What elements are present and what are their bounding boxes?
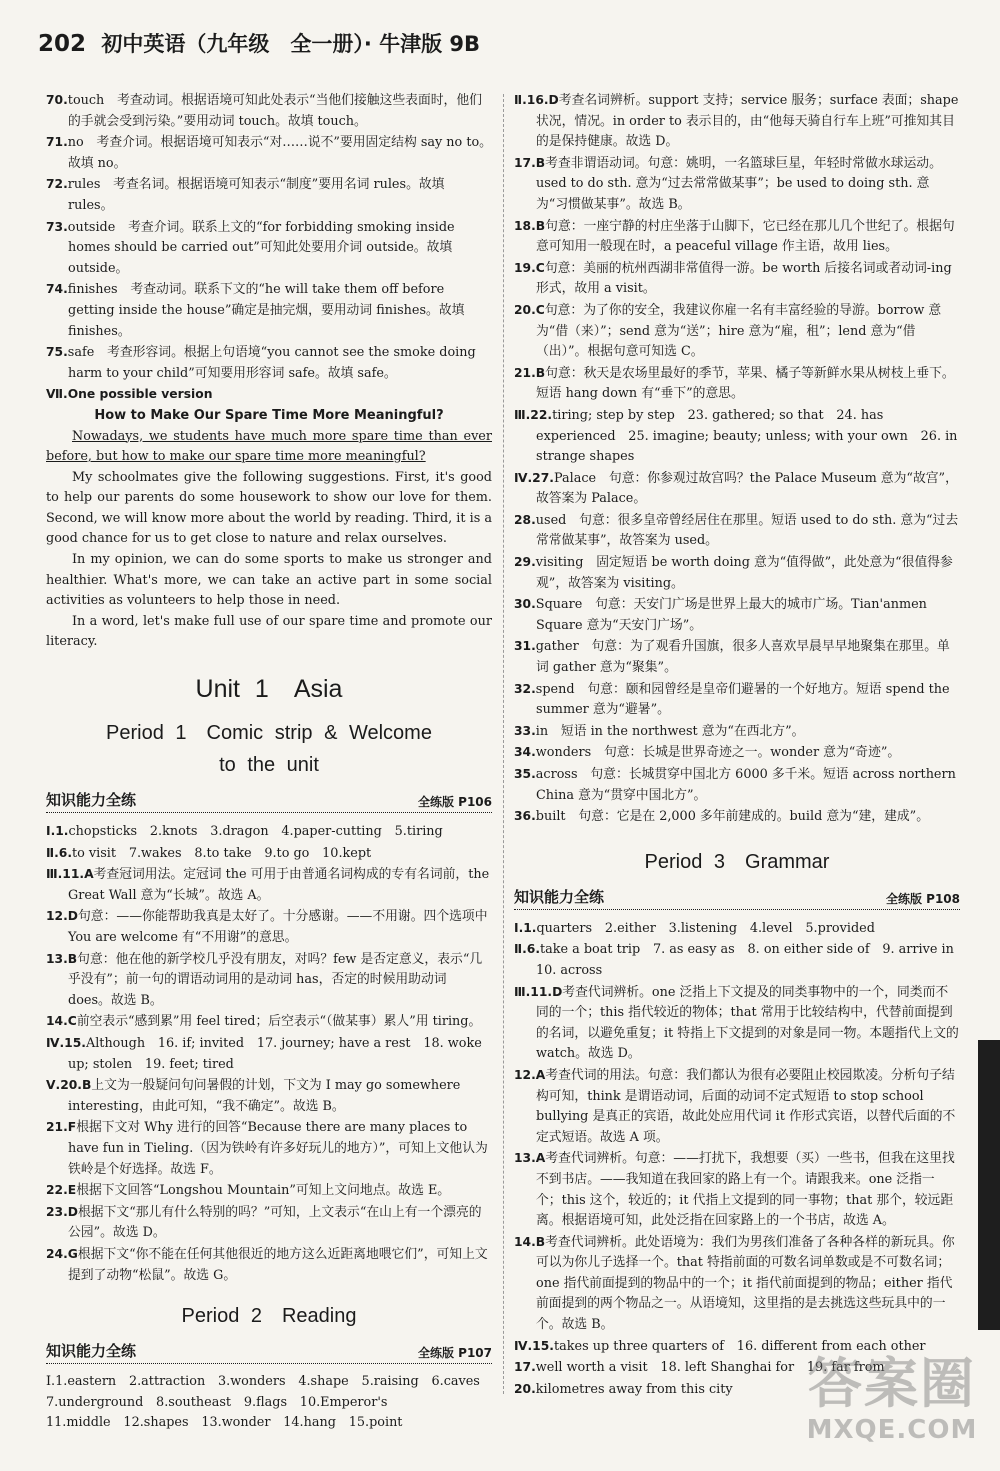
answer-text: across 句意：长城贯穿中国北方 6000 多千米。短语 across northern China 意为“贯穿中国北方”。 bbox=[535, 767, 956, 803]
answer-text: in 短语 in the northwest 意为“在西北方”。 bbox=[535, 723, 805, 739]
answer-item bbox=[514, 939, 967, 981]
answer-text: 根据下文“那儿有什么特别的吗？”可知，上文表示“在山上有一个漂亮的公园”。故选 D。 bbox=[68, 1204, 482, 1241]
answer-text: built 句意：它是在 2,000 多年前建成的。build 意为“建，建成”。 bbox=[535, 809, 930, 825]
answer-text: rules 考查名词。根据语境可知表示“制度”要用名词 rules。故填 rules。 bbox=[67, 177, 445, 213]
answer-item bbox=[46, 1244, 492, 1286]
answer-item bbox=[46, 279, 492, 342]
period-title: Period 3 Grammar bbox=[644, 850, 830, 873]
answer-text: 根据下文“你不能在任何其他很近的地方这么近距离地喂它们”，可知上文提到了动物“松鼠”。故选 G。 bbox=[68, 1246, 488, 1283]
answer-number: 72. bbox=[46, 177, 68, 192]
answer-number: 35. bbox=[514, 767, 536, 781]
answer-number: Ⅲ.22. bbox=[514, 407, 553, 422]
answer-number: 20.C bbox=[514, 302, 545, 317]
answer-item bbox=[514, 679, 960, 721]
answer-text: visiting 固定短语 be worth doing 意为“值得做”，此处意为“很值得参观”，故答案为 visiting。 bbox=[535, 555, 953, 591]
practice-title: 知识能力全练 bbox=[46, 791, 137, 810]
period-title: Period 2 Reading bbox=[181, 1305, 357, 1328]
page-header-title: 初中英语（九年级 全一册）· 牛津版 9B bbox=[101, 32, 481, 56]
page-edge-tab bbox=[978, 1040, 1000, 1330]
answer-text: touch 考查动词。根据语境可知此处表示“当他们接触这些表面时，他们的手就会受到污染。”要用动词 touch。故填 touch。 bbox=[67, 93, 482, 129]
answer-text: used 句意：很多皇帝曾经居住在那里。短语 used to do sth. 意为“过去常常做某事”，故答案为 used。 bbox=[535, 512, 959, 549]
answer-text: 考查代词辨析。句意：——打扰下，我想要（买）一些书，但我在这里找不到书店。——我知道在我回家的路上有一个。请跟我来。one 泛指一个；this 这个，较近的；it 代指上文提到的同一事物；that 那个，较远距离。根据语境可知，此处泛指在回家路上的一个书店，故选 A。 bbox=[536, 1151, 955, 1229]
answer-item bbox=[46, 132, 492, 174]
answer-item bbox=[514, 636, 960, 678]
answer-number: 36. bbox=[514, 809, 536, 824]
answer-number: 31. bbox=[514, 639, 536, 654]
answer-text: 句意：——你能帮助我真是太好了。十分感谢。——不用谢。四个选项中 You are welcome 有“不用谢”的意思。 bbox=[68, 909, 488, 945]
answer-item bbox=[514, 216, 960, 258]
essay-paragraph: In a word, let's make full use of our spare time and promote our literacy. bbox=[46, 613, 492, 650]
page-number: 202 bbox=[38, 31, 87, 57]
answer-item bbox=[514, 806, 960, 828]
right-column bbox=[514, 90, 967, 1410]
answer-item bbox=[514, 552, 960, 594]
answer-number: 14.C bbox=[46, 1014, 77, 1029]
answer-item bbox=[514, 90, 960, 153]
answer-item bbox=[514, 405, 960, 468]
period-title: Period 1 Comic strip & Welcome to the unit bbox=[106, 722, 432, 777]
answer-text: 考查代词辨析。此处语境为：我们为男孩们准备了各种各样的新玩具。你可以为你儿子选择一个。that 特指前面的可数名词单数或是不可数名词；one 指代前面提到的物品中的一个；it 指代前面提到的物品；either 指代前面提到的两个物品之一。从语境知，这里指的是去挑选这些玩具中的一个。故选 B。 bbox=[536, 1234, 955, 1333]
answer-number: Ⅴ.20.B bbox=[46, 1078, 92, 1093]
answer-item bbox=[514, 742, 960, 764]
answer-number: Ⅱ.16.D bbox=[514, 93, 559, 107]
answer-text: take a boat trip 7. as easy as 8. on either side of 9. arrive in 10. across bbox=[536, 942, 967, 978]
answer-number: 75. bbox=[46, 345, 68, 360]
answer-text: wonders 句意：长城是世界奇迹之一。wonder 意为“奇迹”。 bbox=[535, 745, 901, 761]
answer-number: 22.E bbox=[46, 1183, 77, 1198]
answer-item bbox=[514, 1065, 960, 1148]
answer-item bbox=[46, 1011, 492, 1033]
answer-text: 考查名词辨析。support 支持；service 服务；surface 表面；shape 状况，情况。in order to 表示目的，由“他每天骑自行车上班”可推知其目的是保持健康。故选 D。 bbox=[536, 93, 959, 150]
answer-number: Ⅰ.1. bbox=[46, 824, 69, 839]
answer-number: 73. bbox=[46, 219, 68, 234]
answer-text: safe 考查形容词。根据上句语境“you cannot see the smoke doing harm to your child”可知要用形容词 safe。故填 safe。 bbox=[67, 345, 476, 381]
answer-text: 句意：一座宁静的村庄坐落于山脚下，它已经在那儿几个世纪了。根据句意可知用一般现在时，a peaceful village 作主语，故用 lies。 bbox=[536, 218, 955, 255]
answer-number: 20. bbox=[514, 1381, 536, 1396]
answer-item bbox=[514, 721, 960, 743]
answer-item bbox=[46, 1202, 492, 1244]
answer-text: 根据下文对 Why 进行的回答“Because there are many places to have fun in Tieling.（因为铁岭有许多好玩儿的地方）”，可知上文他认为铁岭是个好选择。故选 F。 bbox=[68, 1120, 488, 1177]
answer-number: 19.C bbox=[514, 260, 545, 275]
answer-text: Although 16. if; invited 17. journey; have a rest 18. woke up; stolen 19. feet; tired bbox=[68, 1035, 482, 1072]
essay-paragraph: My schoolmates give the following suggestions. First, it's good to help our parents do some housework to show our love for them. Second, we will know more about the world by reading. Third, it is a good chance for us to get close to nature and relax ourselves. bbox=[46, 469, 492, 547]
answer-item bbox=[514, 510, 960, 552]
answer-number: 32. bbox=[514, 681, 536, 696]
answer-line: 7.underground 8.southeast 9.flags 10.Emperor's bbox=[46, 1394, 388, 1410]
answer-item bbox=[514, 982, 960, 1065]
answer-text: 考查非谓语动词。句意：姚明，一名篮球巨星，年轻时常做水球运动。used to do sth. 意为“过去常常做某事”；be used to doing sth. 意为“习惯做某事”。故选 B。 bbox=[536, 155, 942, 212]
answer-number: Ⅳ.15. bbox=[46, 1035, 86, 1050]
answer-number: 74. bbox=[46, 282, 68, 297]
answer-number: 28. bbox=[514, 512, 536, 527]
page-header bbox=[38, 28, 960, 64]
answer-number: 21.F bbox=[46, 1120, 77, 1135]
practice-bar bbox=[514, 886, 960, 910]
answer-text: 句意：他在他的新学校几乎没有朋友，对吗？few 是否定意义，表示“几乎没有”；前一句的谓语动词用的是动词 has，否定的时候用助动词 does。故选 B。 bbox=[68, 951, 483, 1008]
answer-text: tiring; step by step 23. gathered; so that 24. has experienced 25. imagine; beauty; unless; with your own 26. in strange shapes bbox=[536, 407, 958, 465]
answer-number: 13.B bbox=[46, 951, 78, 966]
answer-number: Ⅲ.11.A bbox=[46, 867, 94, 882]
answer-number: 23.D bbox=[46, 1204, 78, 1219]
answer-list-period-1 bbox=[46, 821, 492, 1286]
answer-number: 14.B bbox=[514, 1234, 546, 1249]
answer-text: kilometres away from this city bbox=[535, 1381, 733, 1397]
answer-text: 考查冠词用法。定冠词 the 可用于由普通名词构成的专有名词前，the Great Wall 意为“长城”。故选 A。 bbox=[68, 867, 490, 903]
practice-page-ref: 全练版 P106 bbox=[417, 795, 492, 810]
answer-number: 30. bbox=[514, 597, 536, 612]
practice-title: 知识能力全练 bbox=[514, 887, 605, 906]
essay-intro: Nowadays, we students have much more spare time than ever before, but how to make our spare time more meaningful? bbox=[46, 428, 492, 465]
answer-text: no 考查介词。根据语境可知表示“对……说不”要用固定结构 say no to。故填 no。 bbox=[67, 135, 492, 171]
essay-label: Ⅶ.One possible version bbox=[46, 387, 213, 402]
practice-bar bbox=[46, 1340, 492, 1364]
answer-number: 18.B bbox=[514, 218, 546, 233]
answer-number: 71. bbox=[46, 135, 68, 150]
answer-text: 句意：美丽的杭州西湖非常值得一游。be worth 后接名词或者动词-ing 形式，故用 a visit。 bbox=[536, 260, 952, 297]
answer-item bbox=[514, 468, 960, 510]
answer-text: Palace 句意：你参观过故宫吗？the Palace Museum 意为“故宫”，故答案为 Palace。 bbox=[536, 470, 958, 507]
essay-paragraph: In my opinion, we can do some sports to make us stronger and healthier. What's more, we can take an active part in some social activities as volunteers to help those in need. bbox=[46, 552, 492, 609]
answer-number: Ⅳ.15. bbox=[514, 1338, 554, 1353]
answer-number: 12.A bbox=[514, 1067, 546, 1082]
answer-text: well worth a visit 18. left Shanghai for 19. far from bbox=[535, 1360, 885, 1376]
answer-item bbox=[514, 363, 960, 405]
answer-list-period-2 bbox=[514, 90, 960, 828]
answer-text: quarters 2.either 3.listening 4.level 5.provided bbox=[536, 920, 875, 936]
answer-number: 21.B bbox=[514, 365, 546, 380]
practice-page-ref: 全练版 P107 bbox=[417, 1346, 492, 1361]
practice-title: 知识能力全练 bbox=[46, 1342, 137, 1361]
column-divider bbox=[503, 94, 505, 1394]
answer-number: 12.D bbox=[46, 909, 78, 924]
answer-number: 17. bbox=[514, 1360, 536, 1375]
answer-text: takes up three quarters of 16. different from each other bbox=[553, 1338, 926, 1354]
answer-item bbox=[514, 764, 960, 806]
practice-page-ref: 全练版 P108 bbox=[885, 891, 960, 906]
answer-item bbox=[46, 1075, 492, 1117]
practice-bar bbox=[46, 789, 492, 813]
answer-item bbox=[514, 258, 960, 300]
answer-item bbox=[46, 342, 492, 384]
answer-text: 上文为一般疑问句问暑假的计划，下文为 I may go somewhere interesting，由此可知，“我不确定”。故选 B。 bbox=[68, 1078, 461, 1114]
answer-number: 33. bbox=[514, 723, 536, 738]
answer-number: 13.A bbox=[514, 1151, 546, 1166]
answer-text: outside 考查介词。联系上文的“for forbidding smoking inside homes should be carried out”可知此处要用介词 outside。故填 outside。 bbox=[67, 219, 455, 276]
answer-text: 前空表示“感到累”用 feel tired；后空表示“（做某事）累人”用 tiring。 bbox=[76, 1014, 482, 1030]
answer-number: Ⅰ.1. bbox=[514, 920, 537, 935]
answer-number: Ⅳ.27. bbox=[514, 470, 554, 485]
answer-line: Ⅰ.1.eastern 2.attraction 3.wonders 4.shape 5.raising 6.caves bbox=[46, 1374, 480, 1390]
answer-item bbox=[514, 594, 960, 636]
answer-line: 11.middle 12.shapes 13.wonder 14.hang 15.point bbox=[46, 1415, 403, 1431]
answer-list-period-3 bbox=[514, 918, 967, 1401]
left-column bbox=[46, 90, 492, 1450]
answer-text: 根据下文回答“Longshou Mountain”可知上文问地点。故选 E。 bbox=[76, 1183, 451, 1199]
answer-item bbox=[46, 906, 492, 948]
answer-item bbox=[46, 217, 492, 280]
answer-text: gather 句意：为了观看升国旗，很多人喜欢早晨早早地聚集在那里。单词 gather 意为“聚集”。 bbox=[535, 639, 950, 676]
answer-number: 24.G bbox=[46, 1246, 78, 1261]
answer-text: Square 句意：天安门广场是世界上最大的城市广场。Tian'anmen Square 意为“天安门广场”。 bbox=[535, 597, 927, 633]
answer-item bbox=[514, 153, 960, 216]
answer-number: Ⅱ.6. bbox=[514, 942, 540, 957]
answer-item bbox=[46, 821, 492, 843]
answer-item bbox=[514, 1148, 960, 1231]
watermark: 答案圈 MXQE.COM bbox=[806, 1352, 978, 1445]
answer-text: 句意：秋天是农场里最好的季节，苹果、橘子等新鲜水果从树枝上垂下。短语 hang down 有“垂下”的意思。 bbox=[536, 365, 955, 402]
answer-number: 17.B bbox=[514, 155, 546, 170]
answer-item bbox=[514, 918, 960, 940]
answer-text: spend 句意：颐和园曾经是皇帝们避暑的一个好地方。短语 spend the summer 意为“避暑”。 bbox=[535, 681, 950, 718]
answer-item bbox=[46, 1033, 492, 1075]
answer-item bbox=[46, 1117, 492, 1180]
answer-list-70-75 bbox=[46, 90, 492, 384]
answer-text: chopsticks 2.knots 3.dragon 4.paper-cutting 5.tiring bbox=[68, 824, 443, 840]
answer-number: Ⅱ.6. bbox=[46, 845, 72, 860]
answer-item bbox=[46, 174, 492, 216]
answer-text: 考查代词的用法。句意：我们都认为很有必要阻止校园欺凌。分析句子结构可知，think 是谓语动词，后面的动词不定式短语 to stop school bullying 是真正的宾语，故此处应用代词 it 作形式宾语，以替代后面的不定式短语。故选 A 项。 bbox=[536, 1067, 956, 1145]
answer-number: Ⅲ.11.D bbox=[514, 984, 563, 999]
answer-text: finishes 考查动词。联系下文的“he will take them off before getting inside the house”确定是抽完烟，要用动词 finishes。故填 finishes。 bbox=[67, 282, 465, 339]
answer-number: 34. bbox=[514, 745, 536, 760]
answer-text: to visit 7.wakes 8.to take 9.to go 10.kept bbox=[72, 845, 372, 861]
essay-title: How to Make Our Spare Time More Meaningful? bbox=[94, 407, 444, 423]
answer-item bbox=[46, 843, 492, 865]
answer-item bbox=[514, 1232, 960, 1336]
answer-item bbox=[46, 864, 492, 906]
answer-number: 70. bbox=[46, 93, 68, 107]
answer-item bbox=[46, 949, 492, 1012]
answer-text: 考查代词辨析。one 泛指上下文提及的同类事物中的一个，同类而不同的一个；this 指代较近的物体；that 常用于比较结构中，代替前面提到的名词，以避免重复；it 特指上下文提到的对象是同一物。本题指代上文的 watch。故选 D。 bbox=[536, 984, 959, 1062]
answer-item bbox=[46, 90, 492, 132]
answer-text: 句意：为了你的安全，我建议你雇一名有丰富经验的导游。borrow 意为“借（来）”；send 意为“送”；hire 意为“雇，租”；lend 意为“借（出）”。根据句意可知选 C。 bbox=[536, 302, 942, 360]
unit-title: Unit 1 Asia bbox=[195, 675, 343, 704]
answer-item bbox=[46, 1180, 492, 1202]
answer-item bbox=[514, 300, 960, 363]
answer-number: 29. bbox=[514, 555, 536, 570]
